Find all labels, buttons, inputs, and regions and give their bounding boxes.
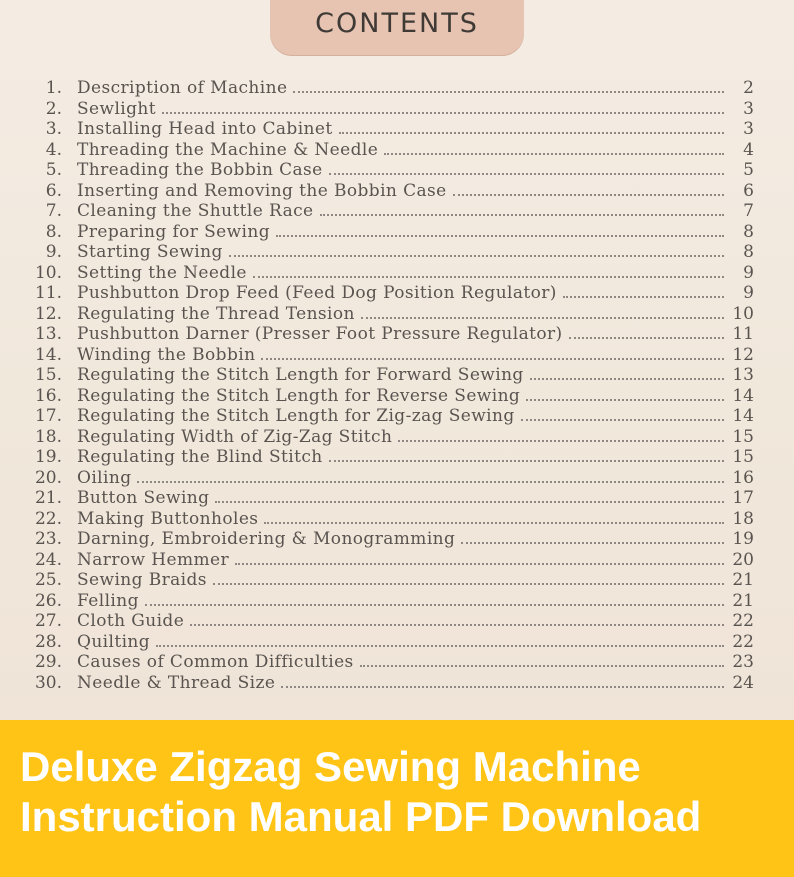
toc-entry-title: Causes of Common Difficulties	[77, 652, 354, 672]
toc-entry	[0, 365, 794, 386]
toc-entry-page-number: 14	[732, 406, 754, 426]
toc-entry	[0, 550, 794, 571]
toc-entry-title: Cleaning the Shuttle Race	[77, 201, 314, 221]
toc-entry-number: 25.	[34, 570, 62, 590]
toc-dot-leader	[526, 399, 724, 401]
toc-entry-page-number: 15	[732, 447, 754, 467]
toc-entry	[0, 673, 794, 694]
toc-entry-number: 13.	[34, 324, 62, 344]
toc-entry-page-number: 8	[743, 221, 754, 242]
toc-entry-title: Felling	[77, 590, 139, 611]
toc-entry-number: 23.	[34, 529, 62, 549]
toc-entry-title: Regulating the Blind Stitch	[77, 447, 323, 467]
toc-entry	[0, 304, 794, 325]
toc-entry-number: 3.	[45, 119, 62, 139]
toc-entry-title: Starting Sewing	[77, 242, 223, 262]
toc-entry-title: Regulating the Stitch Length for Reverse Sewing	[77, 385, 521, 406]
toc-entry-page-number: 7	[743, 201, 754, 221]
toc-entry-page-number: 16	[732, 467, 754, 488]
toc-entry	[0, 242, 794, 263]
toc-dot-leader	[461, 542, 724, 544]
toc-entry-number: 17.	[34, 406, 62, 426]
toc-entry-title: Button Sewing	[77, 488, 210, 508]
toc-entry-title: Regulating Width of Zig-Zag Stitch	[77, 426, 393, 447]
toc-entry	[0, 406, 794, 427]
toc-entry	[0, 652, 794, 673]
toc-entry-number: 12.	[34, 303, 62, 324]
toc-entry-page-number: 5	[743, 160, 754, 180]
toc-dot-leader	[156, 645, 724, 647]
toc-entry-number: 4.	[45, 139, 62, 160]
toc-entry-number: 1.	[45, 78, 62, 98]
toc-entry-number: 30.	[34, 672, 62, 693]
toc-entry	[0, 386, 794, 407]
toc-dot-leader	[293, 91, 724, 93]
toc-dot-leader	[137, 481, 724, 483]
toc-entry-page-number: 18	[732, 508, 754, 529]
table-of-contents	[0, 78, 794, 693]
toc-entry-title: Regulating the Stitch Length for Zig-zag Sewing	[77, 406, 515, 426]
toc-entry-number: 24.	[34, 549, 62, 570]
toc-dot-leader	[281, 686, 724, 688]
toc-dot-leader	[360, 665, 724, 667]
toc-entry-number: 21.	[34, 488, 62, 508]
toc-entry	[0, 140, 794, 161]
toc-entry-number: 7.	[45, 201, 62, 221]
toc-entry	[0, 263, 794, 284]
toc-entry	[0, 632, 794, 653]
toc-entry-title: Pushbutton Drop Feed (Feed Dog Position Regulator)	[77, 283, 557, 303]
toc-entry	[0, 427, 794, 448]
toc-dot-leader	[276, 235, 724, 237]
toc-dot-leader	[213, 583, 724, 585]
toc-entry-page-number: 2	[743, 78, 754, 98]
toc-dot-leader	[398, 440, 724, 442]
toc-entry	[0, 529, 794, 550]
toc-dot-leader	[162, 112, 724, 114]
toc-entry-title: Inserting and Removing the Bobbin Case	[77, 180, 447, 201]
toc-entry-title: Darning, Embroidering & Monogramming	[77, 529, 456, 549]
toc-entry	[0, 201, 794, 222]
toc-entry-number: 16.	[34, 385, 62, 406]
toc-dot-leader	[235, 563, 724, 565]
toc-entry	[0, 324, 794, 345]
download-banner	[0, 720, 794, 877]
toc-entry-title: Setting the Needle	[77, 262, 247, 283]
toc-entry-page-number: 20	[732, 549, 754, 570]
toc-entry-title: Winding the Bobbin	[77, 344, 256, 365]
toc-entry-page-number: 6	[743, 180, 754, 201]
toc-entry	[0, 345, 794, 366]
toc-entry-page-number: 12	[732, 344, 754, 365]
toc-dot-leader	[329, 173, 724, 175]
toc-entry-number: 2.	[45, 98, 62, 119]
toc-entry-page-number: 3	[743, 119, 754, 139]
toc-entry-title: Regulating the Thread Tension	[77, 303, 355, 324]
toc-entry-page-number: 21	[732, 590, 754, 611]
toc-entry-page-number: 9	[743, 283, 754, 303]
toc-dot-leader	[361, 317, 724, 319]
toc-entry-number: 29.	[34, 652, 62, 672]
toc-entry	[0, 119, 794, 140]
toc-entry-page-number: 3	[743, 98, 754, 119]
toc-entry	[0, 488, 794, 509]
toc-entry-number: 22.	[34, 508, 62, 529]
toc-entry-page-number: 19	[732, 529, 754, 549]
toc-entry	[0, 181, 794, 202]
toc-entry-number: 9.	[45, 242, 62, 262]
toc-dot-leader	[530, 378, 724, 380]
toc-dot-leader	[569, 337, 724, 339]
toc-entry-page-number: 22	[732, 631, 754, 652]
toc-dot-leader	[329, 460, 724, 462]
toc-entry	[0, 78, 794, 99]
toc-dot-leader	[215, 501, 724, 503]
toc-entry-number: 11.	[34, 283, 62, 303]
toc-entry-number: 8.	[45, 221, 62, 242]
toc-entry-title: Description of Machine	[77, 78, 288, 98]
toc-entry	[0, 570, 794, 591]
banner-title-line-1: Deluxe Zigzag Sewing Machine	[20, 743, 641, 790]
toc-dot-leader	[264, 522, 724, 524]
toc-entry-number: 26.	[34, 590, 62, 611]
toc-dot-leader	[453, 194, 724, 196]
toc-entry-number: 18.	[34, 426, 62, 447]
toc-dot-leader	[253, 276, 724, 278]
banner-title-line-2: Instruction Manual PDF Download	[20, 793, 702, 840]
toc-entry-number: 27.	[34, 611, 62, 631]
toc-entry-title: Threading the Machine & Needle	[77, 139, 379, 160]
toc-entry-page-number: 21	[732, 570, 754, 590]
toc-entry	[0, 160, 794, 181]
toc-entry-page-number: 22	[732, 611, 754, 631]
toc-entry-page-number: 15	[732, 426, 754, 447]
toc-entry-page-number: 4	[743, 139, 754, 160]
toc-entry	[0, 222, 794, 243]
page-title: CONTENTS	[315, 8, 479, 39]
toc-entry-number: 19.	[34, 447, 62, 467]
toc-dot-leader	[521, 419, 724, 421]
toc-entry-title: Making Buttonholes	[77, 508, 259, 529]
toc-dot-leader	[384, 153, 724, 155]
toc-entry	[0, 468, 794, 489]
toc-entry-title: Quilting	[77, 631, 151, 652]
toc-entry-title: Cloth Guide	[77, 611, 185, 631]
toc-entry-page-number: 9	[743, 262, 754, 283]
toc-entry-title: Threading the Bobbin Case	[77, 160, 323, 180]
toc-entry	[0, 283, 794, 304]
toc-entry-page-number: 24	[732, 672, 754, 693]
toc-entry	[0, 447, 794, 468]
toc-entry-page-number: 23	[732, 652, 754, 672]
toc-entry-number: 6.	[45, 180, 62, 201]
toc-entry-page-number: 13	[732, 365, 754, 385]
toc-entry-number: 20.	[34, 467, 62, 488]
toc-entry-number: 14.	[34, 344, 62, 365]
toc-entry-page-number: 8	[743, 242, 754, 262]
toc-entry-title: Sewlight	[77, 98, 156, 119]
toc-dot-leader	[190, 624, 724, 626]
toc-entry-page-number: 17	[732, 488, 754, 508]
toc-entry-number: 28.	[34, 631, 62, 652]
toc-entry-title: Sewing Braids	[77, 570, 207, 590]
toc-dot-leader	[320, 214, 724, 216]
toc-entry	[0, 509, 794, 530]
toc-entry-page-number: 10	[732, 303, 754, 324]
toc-entry-title: Preparing for Sewing	[77, 221, 271, 242]
toc-entry	[0, 591, 794, 612]
contents-title-tab	[270, 0, 524, 56]
toc-dot-leader	[339, 132, 724, 134]
toc-entry-title: Pushbutton Darner (Presser Foot Pressure Regulator)	[77, 324, 563, 344]
toc-entry-number: 15.	[34, 365, 62, 385]
toc-entry	[0, 99, 794, 120]
toc-entry-title: Regulating the Stitch Length for Forward Sewing	[77, 365, 524, 385]
toc-entry-title: Needle & Thread Size	[77, 672, 276, 693]
toc-dot-leader	[563, 296, 724, 298]
toc-entry-page-number: 14	[732, 385, 754, 406]
toc-entry-title: Oiling	[77, 467, 132, 488]
toc-entry-title: Narrow Hemmer	[77, 549, 229, 570]
toc-entry-number: 5.	[45, 160, 62, 180]
toc-entry-title: Installing Head into Cabinet	[77, 119, 333, 139]
toc-entry	[0, 611, 794, 632]
toc-dot-leader	[229, 255, 724, 257]
toc-entry-number: 10.	[34, 262, 62, 283]
toc-dot-leader	[261, 358, 724, 360]
toc-entry-page-number: 11	[732, 324, 754, 344]
toc-dot-leader	[145, 604, 724, 606]
